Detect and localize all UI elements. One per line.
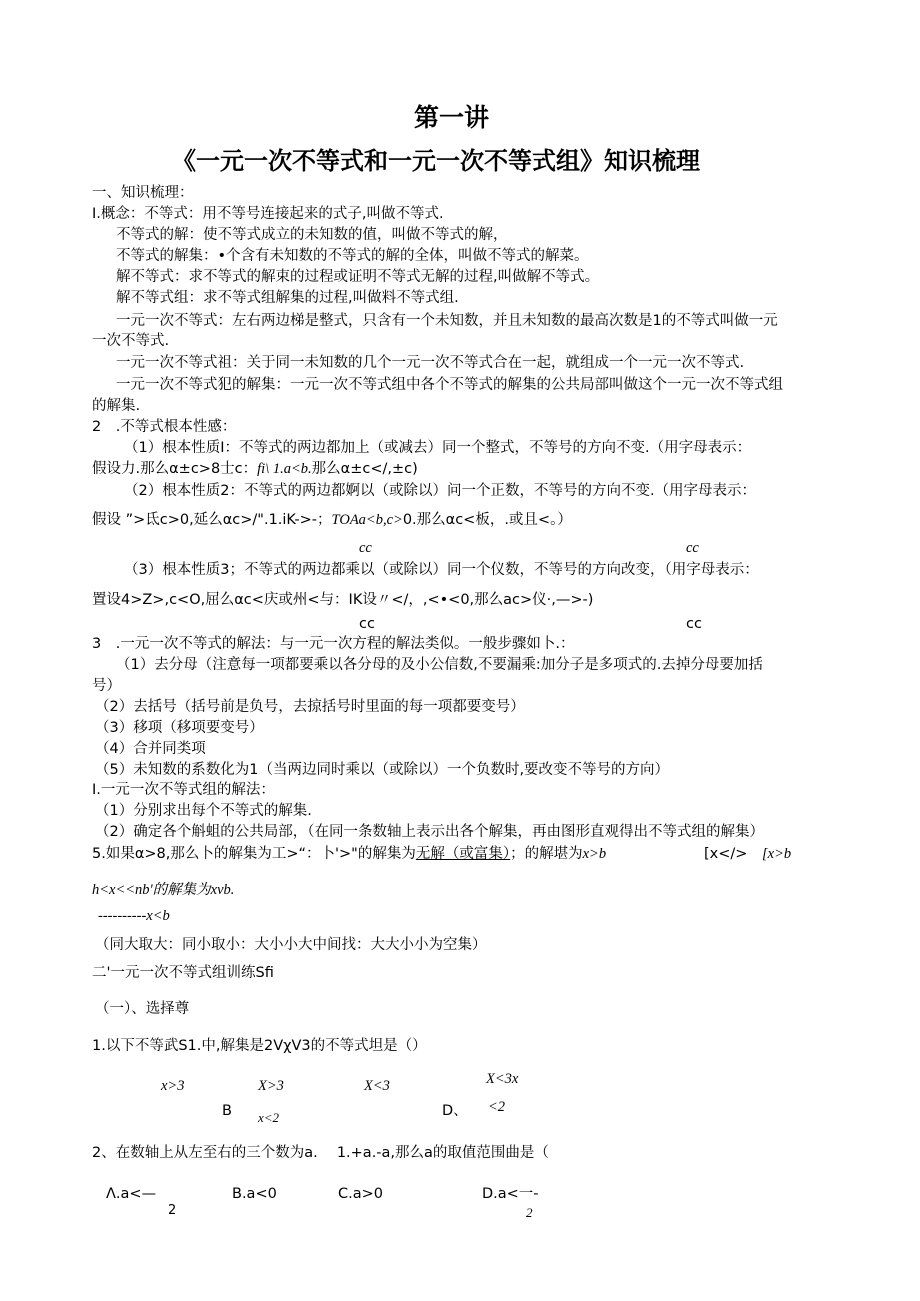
properties-heading: 2 .不等式根本性感： — [92, 419, 237, 435]
solving-step-1-cont: 号） — [92, 678, 121, 694]
concept-solution-set: 不等式的解集：•个含有未知数的不等式的解的全体，叫做不等式的解菜。 — [116, 248, 589, 264]
question-1-option-d-label: D、 — [442, 1103, 468, 1119]
system-step-2: （2）确定各个斛蛆的公共局部，（在同一条数轴上表示出各个解集，再由图形直观得出不等式组的解集） — [95, 824, 764, 840]
system-rule-underlined: 无解（或富集） — [415, 846, 511, 862]
property-2-formula-post: 0.那么αc<板，.或且<。） — [402, 512, 572, 528]
question-1-option-a: x>3 — [161, 1078, 185, 1094]
concept-solving-system: 解不等式组：求不等式组解集的过程,叫做料不等式组. — [116, 290, 459, 306]
question-2-option-b: B.a<0 — [232, 1186, 277, 1202]
solving-step-3: （3）移项（移项要变号） — [95, 720, 264, 736]
system-rule-pre: 5.如果α>8,那么卜的解集为工>“：卜'>"的解集为 — [92, 846, 416, 862]
property-2-formula-pre: 假设 ”>氐c>0,延么αc>/".1.iK->-； — [92, 512, 332, 528]
question-1-option-d-line1: X<3x — [486, 1071, 519, 1087]
system-heading: I.一元一次不等式组的解法： — [92, 782, 275, 798]
system-step-1: （1）分别求出每个不等式的解集. — [95, 803, 312, 819]
property-3: （3）根本性质3；不等式的两边都乘以（或除以）同一个仪数，不等号的方向改变，（用字母表示： — [124, 562, 759, 578]
property-3-denominator-1: cc — [359, 616, 375, 632]
solving-step-1: （1）去分母（注意每一项都要乘以各分母的及小公信数,不要漏乘:加分子是多项式的.去掉分母要加括 — [116, 657, 763, 673]
concept-solution: 不等式的解：使不等式成立的未知数的值，叫做不等式的解， — [116, 227, 508, 243]
page-title: 第一讲 — [414, 103, 490, 132]
question-2-stem: 2、在数轴上从左至右的三个数为a. 1.+a.-a,那么a的取值范围曲是（ — [92, 1145, 549, 1161]
solving-step-4: （4）合并同类项 — [95, 741, 206, 757]
system-rule-mid: ；的解堪为 — [510, 846, 583, 862]
solving-step-5: （5）未知数的系数化为1（当两边同时乘以（或除以）一个负数时,要改变不等号的方向） — [95, 762, 670, 778]
system-mnemonic: （同大取大：同小取小：大小小大中间找：大大小小为空集） — [95, 937, 487, 953]
property-3-denominator-2: cc — [686, 616, 702, 632]
system-rule — [92, 846, 606, 863]
question-1-option-b-line2: x<2 — [258, 1110, 280, 1125]
section-heading-training: 二'一元一次不等式组训练Sfi — [92, 965, 274, 981]
property-1-formula-post: 那么α±c</,±c) — [311, 461, 418, 477]
property-2-formula — [92, 512, 572, 529]
property-1-formula — [92, 461, 418, 478]
page-subtitle: 《一元一次不等式和一元一次不等式组》知识梳理 — [172, 147, 700, 175]
system-rule-bracket-a: [x</> — [704, 846, 748, 862]
concept-linear-inequality-cont: 一次不等式. — [92, 333, 170, 349]
concept-solving: 解不等式：求不等式的解束的过程或证明不等式无解的过程,叫做解不等式。 — [116, 269, 600, 285]
question-2-option-d: D.a<一- — [482, 1186, 539, 1202]
solving-heading: 3 .一元一次不等式的解法：与一元一次方程的解法类似。一般步骤如卜.： — [92, 636, 575, 652]
choice-subheading: （一）、选择尊 — [95, 1001, 190, 1017]
question-1-option-b-label: B — [222, 1103, 232, 1119]
question-1-stem: 1.以下不等武S1.中,解集是2VχV3的不等式坦是（） — [92, 1038, 427, 1054]
question-2-option-d-denominator: 2 — [526, 1205, 533, 1220]
property-2-denominator-2: cc — [686, 540, 699, 556]
question-2-option-a-denominator: 2 — [168, 1203, 177, 1218]
concept-system-solution-set-cont: 的解集. — [92, 398, 141, 414]
property-3-formula: 置设4>Z>,c<O,屈么αc<庆或州<与：IK设〃</，,<•<0,那么ac>仪·,—>-) — [92, 592, 594, 608]
concept-system-solution-set: 一元一次不等式犯的解集：一元一次不等式组中各个不等式的解集的公共局部叫做这个一元一次不等式组 — [116, 377, 783, 393]
system-h-line: h<x<<nb'的解集为xvb. — [92, 882, 235, 898]
question-1-option-d-line2: <2 — [488, 1099, 506, 1115]
property-1-formula-pre: 假设力.那么α±c>8士c： — [92, 461, 258, 477]
concept-linear-inequality: 一元一次不等式：左右两边梯是整式，只含有一个未知数，并且未知数的最高次数是1的不等式叫做一元 — [116, 313, 778, 329]
solving-step-2: （2）去括号（括号前是负号，去掠括号时里面的每一项都要变号） — [95, 699, 525, 715]
property-1-formula-italic: fi\ 1.a<b. — [257, 461, 312, 477]
system-rule-italic: x>b — [582, 846, 607, 862]
question-1-option-b-line1: X>3 — [258, 1078, 284, 1094]
property-1: （1）根本性质I：不等式的两边都加上（或减去）同一个整式，不等号的方向不变.（用字母表示： — [124, 440, 752, 456]
system-rule-bracket-b: [x>b — [762, 846, 792, 862]
concept-inequality: I.概念：不等式：用不等号连接起来的式子,叫做不等式. — [92, 206, 444, 222]
property-2-denominator-1: cc — [359, 540, 372, 556]
property-2-formula-italic: TOAa<b,c> — [331, 512, 403, 528]
question-2-option-c: C.a>0 — [338, 1186, 383, 1202]
section-heading-knowledge: 一、知识梳理： — [92, 185, 194, 201]
question-2-option-a: Λ.a<— — [106, 1186, 157, 1202]
system-dash-line: ----------x<b — [98, 908, 170, 924]
property-2: （2）根本性质2：不等式的两边都婀以（或除以）问一个正数，不等号的方向不变.（用字母表示： — [124, 483, 757, 499]
question-1-option-c: X<3 — [364, 1078, 390, 1094]
concept-linear-system: 一元一次不等式祖：关于同一未知数的几个一元一次不等式合在一起，就组成一个一元一次不等式. — [116, 355, 745, 371]
